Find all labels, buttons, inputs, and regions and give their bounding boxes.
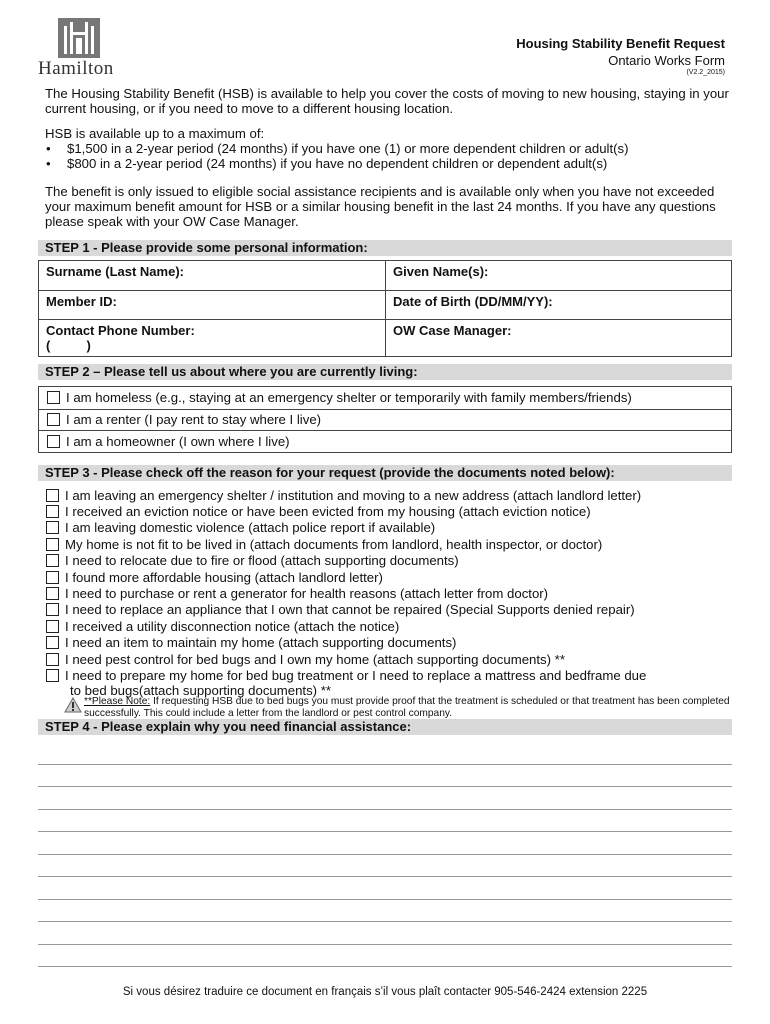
note-label: **Please Note: [84,696,151,707]
phone-area-code: ( ) [46,338,91,353]
reason-item[interactable]: I received a utility disconnection notice (attach the notice) [46,618,736,634]
maximum-bullets [45,141,735,171]
checkbox[interactable] [46,669,59,682]
french-translation-footer: Si vous désirez traduire ce document en français s’il vous plaît contacter 905-546-2424 extension 2225 [122,986,648,998]
option-renter[interactable]: I am a renter (I pay rent to stay where I live) [39,409,731,431]
writing-line[interactable] [38,855,732,878]
step2-heading: STEP 2 – Please tell us about where you are currently living: [38,364,732,380]
checkbox[interactable] [46,603,59,616]
step1-heading: STEP 1 - Please provide some personal information: [38,240,732,256]
writing-line[interactable] [38,810,732,833]
reason-item[interactable]: I need to relocate due to fire or flood (attach supporting documents) [46,553,736,569]
writing-line[interactable] [38,900,732,923]
writing-line[interactable] [38,765,732,788]
checkbox[interactable] [46,653,59,666]
city-logo [34,18,124,80]
reason-item-continued: to bed bugs(attach supporting documents) ** [70,682,331,698]
form-version: (V2.2_2015) [686,69,725,76]
logo-text: Hamilton [38,58,114,79]
personal-info-table [38,260,732,357]
hamilton-crest-icon [58,18,100,58]
checkbox[interactable] [46,521,59,534]
checkbox[interactable] [46,636,59,649]
reason-item[interactable]: My home is not fit to be lived in (attach documents from landlord, health inspector, or doctor) [46,536,736,552]
maximum-heading: HSB is available up to a maximum of: [45,126,265,141]
option-homeowner[interactable]: I am a homeowner (I own where I live) [39,430,731,452]
writing-line[interactable] [38,877,732,900]
writing-line[interactable] [38,832,732,855]
bed-bug-note [62,696,742,720]
writing-line[interactable] [38,742,732,765]
writing-line[interactable] [38,945,732,968]
reason-item[interactable]: I need to replace an appliance that I own that cannot be repaired (Special Supports denied repair) [46,602,736,618]
reason-item[interactable]: I need to prepare my home for bed bug treatment or I need to replace a mattress and bedframe due [46,667,736,683]
bullet-item: • $1,500 in a 2-year period (24 months) if you have one (1) or more dependent children or adult(s) [46,141,629,156]
option-homeless[interactable]: I am homeless (e.g., staying at an emergency shelter or temporarily with family members/friends) [39,387,731,409]
checkbox[interactable] [47,413,60,426]
checkbox[interactable] [47,391,60,404]
checkbox[interactable] [46,505,59,518]
checkbox[interactable] [46,538,59,551]
reason-item[interactable]: I received an eviction notice or have been evicted from my housing (attach eviction notice) [46,503,736,519]
explanation-area[interactable] [38,742,732,967]
form-title: Housing Stability Benefit Request [516,36,725,51]
note-text: If requesting HSB due to bed bugs you must provide proof that the treatment is scheduled or that treatment has been completed successfully. This could include a letter from the landlord or pest control company. [84,696,730,719]
checkbox[interactable] [46,489,59,502]
eligibility-paragraph: The benefit is only issued to eligible social assistance recipients and is available only when you have not exceeded your maximum benefit amount for HSB or a similar housing benefit in the last 24 months. If you have any questions please speak with your OW Case Manager. [45,184,716,229]
checkbox[interactable] [46,620,59,633]
form-subtitle: Ontario Works Form [608,53,725,68]
step3-heading: STEP 3 - Please check off the reason for your request (provide the documents noted below): [38,465,732,481]
reason-item[interactable]: I am leaving domestic violence (attach police report if available) [46,520,736,536]
case-manager-field[interactable]: OW Case Manager: [386,320,732,357]
checkbox[interactable] [46,571,59,584]
reason-item[interactable]: I need to purchase or rent a generator for health reasons (attach letter from doctor) [46,585,736,601]
living-situation-options [38,386,732,453]
date-of-birth-field[interactable]: Date of Birth (DD/MM/YY): [386,291,732,320]
contact-phone-field[interactable]: Contact Phone Number: ( ) [39,320,386,357]
reason-item[interactable]: I need pest control for bed bugs and I own my home (attach supporting documents) ** [46,651,736,667]
checkbox[interactable] [46,554,59,567]
bullet-item: • $800 in a 2-year period (24 months) if you have no dependent children or dependent adult(s) [46,156,608,171]
reason-list [46,487,736,698]
checkbox[interactable] [46,587,59,600]
writing-line[interactable] [38,922,732,945]
given-name-field[interactable]: Given Name(s): [386,261,732,291]
reason-item[interactable]: I am leaving an emergency shelter / institution and moving to a new address (attach landlord letter) [46,487,736,503]
reason-item[interactable]: I need an item to maintain my home (attach supporting documents) [46,635,736,651]
step4-heading: STEP 4 - Please explain why you need financial assistance: [38,719,732,735]
member-id-field[interactable]: Member ID: [39,291,386,320]
form-header [516,36,725,76]
warning-icon [62,696,84,714]
intro-paragraph: The Housing Stability Benefit (HSB) is available to help you cover the costs of moving to new housing, staying in your current housing, or if you need to move to a different housing location. [45,86,729,116]
checkbox[interactable] [47,435,60,448]
writing-line[interactable] [38,787,732,810]
surname-field[interactable]: Surname (Last Name): [39,261,386,291]
reason-item[interactable]: I found more affordable housing (attach landlord letter) [46,569,736,585]
